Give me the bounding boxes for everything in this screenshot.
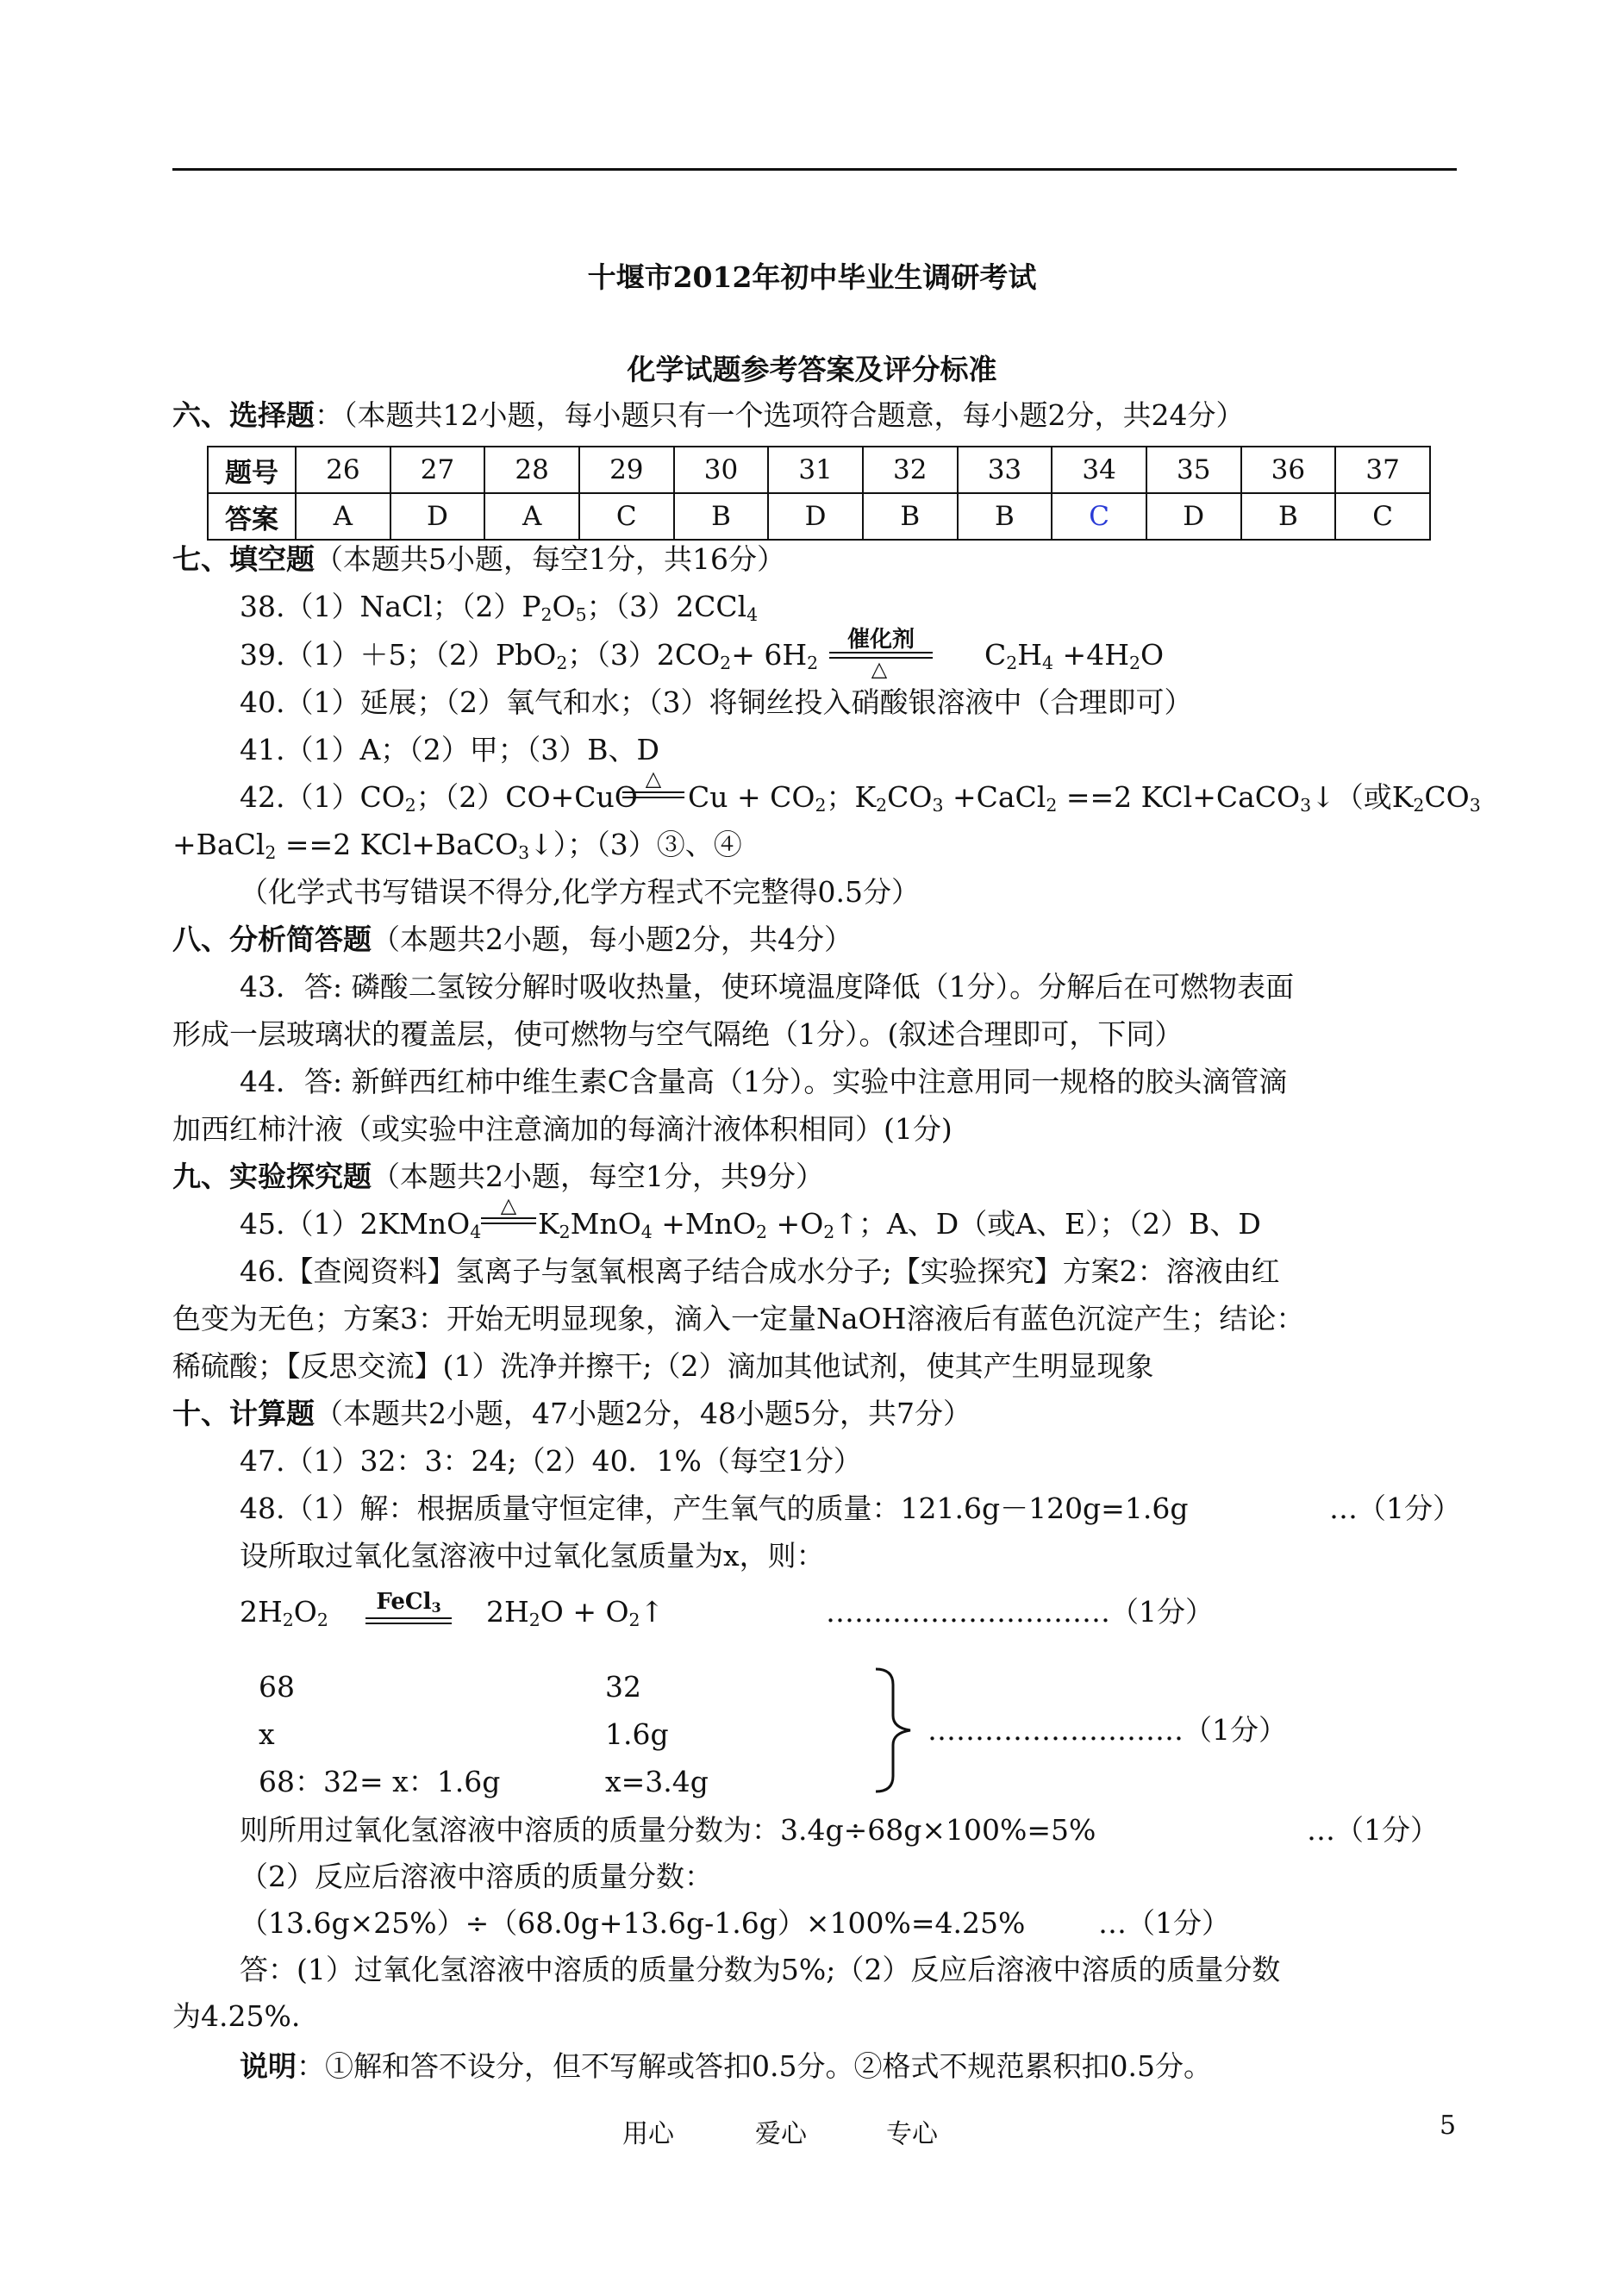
q42-sub: 3 [1469,795,1481,816]
eq-reactant [240,1595,328,1631]
sec10-heading: 十、计算题 [172,1397,315,1430]
q45-cont [538,1207,1261,1243]
eq-sub: 2 [282,1610,294,1631]
table-cell: 31 [768,447,863,493]
ratio-r3-left: 68：32= x：1.6g [259,1765,501,1798]
sec10-note: （本题共2小题，47小题2分，48小题5分，共7分） [315,1397,971,1430]
q39-sub: 4 [1042,653,1054,674]
q39-products [984,638,1165,674]
q42-sub: 2 [815,795,827,816]
table-cell: 36 [1241,447,1336,493]
sec8-note: （本题共2小题，每小题2分，共4分） [372,922,853,956]
eq-sub: 2 [628,1610,640,1631]
q45-heat-condition: △ [500,1193,517,1217]
q45-text: MnO [570,1207,641,1241]
q42-text: Cu + CO [688,780,815,814]
q42-sub: 2 [265,842,277,864]
q48-line3: 则所用过氧化氢溶液中溶质的质量分数为：3.4g÷68g×100%=5% [240,1813,1096,1847]
q42-sub: 3 [518,842,530,864]
doc-subtitle: 化学试题参考答案及评分标准 [627,353,997,386]
table-cell: 35 [1146,447,1241,493]
answer-line2: 为4.25%. [172,1999,301,2033]
q39-heat-condition: △ [871,657,888,681]
table-cell: C [579,493,674,540]
q39-catalyst-label: 催化剂 [846,627,915,653]
q39-text: + 6H [731,638,808,672]
q38-sub: 5 [575,604,587,626]
q48-line5-score: …（1分） [1098,1906,1230,1940]
q42-sub: 2 [876,795,888,816]
q42-sub: 2 [404,795,416,816]
q43-line2: 形成一层玻璃状的覆盖层，使可燃物与空气隔绝（1分）。(叙述合理即可，下同） [172,1017,1184,1051]
q39-sub: 2 [720,653,732,674]
answer-line1: 答：(1）过氧化氢溶液中溶质的质量分数为5%;（2）反应后溶液中溶质的质量分数 [240,1953,1281,1986]
q45-sub: 2 [559,1222,571,1243]
sec6-heading: 六、选择题 [172,398,315,432]
footer-word-3: 专心 [886,2119,938,2149]
ratio-r1-left: 68 [259,1670,295,1704]
right-brace-icon [871,1666,917,1795]
q42-sub: 2 [1413,795,1425,816]
eq-sub: 2 [528,1610,540,1631]
q42-sub: 3 [932,795,944,816]
table-cell-highlighted: C [1052,493,1146,540]
q42-sub: 3 [1300,795,1312,816]
doc-title: 十堰市2012年初中毕业生调研考试 [587,260,1037,294]
q39-text: ；（3）2CO [567,638,721,672]
eq-score: …………………………（1分） [826,1595,1214,1629]
q45-sub: 4 [640,1222,653,1243]
q45-sub: 4 [470,1222,482,1243]
q42-text: +CaCl [943,780,1046,814]
q46-line1: 46.【查阅资料】氢离子与氢氧根离子结合成水分子;【实验探究】方案2：溶液由红 [240,1254,1280,1288]
answer-table-row-answers [208,493,1430,540]
eq-products [486,1595,665,1631]
sec6-line [172,398,1245,432]
q38-text: ；（3）2CCl [586,590,747,623]
q39-sub: 2 [1006,653,1018,674]
ratio-r3-right: x=3.4g [605,1765,709,1798]
sec8-heading: 八、分析简答题 [172,922,372,956]
q45-sub: 2 [823,1222,835,1243]
q42-text: ↓（或K [1311,780,1414,814]
q48-line1-score: …（1分） [1329,1491,1461,1525]
table-header-answer: 答案 [208,493,296,540]
q48-line5: （13.6g×25%）÷（68.0g+13.6g-1.6g）×100%=4.25% [240,1906,1026,1940]
q44-line1: 44．答: 新鲜西红柿中维生素C含量高（1分）。实验中注意用同一规格的胶头滴管滴 [240,1065,1288,1098]
eq-bar-bottom [365,1623,452,1624]
table-cell: 29 [579,447,674,493]
ratio-r2-left: x [259,1717,275,1751]
table-cell: D [1146,493,1241,540]
q42-line1 [240,780,638,816]
table-cell: 33 [958,447,1052,493]
footer-word-1: 用心 [622,2119,674,2149]
q42-text: ==2 KCl+BaCO [276,828,519,861]
table-cell: B [1241,493,1336,540]
table-cell: 32 [863,447,958,493]
explanation-line [240,2049,1212,2083]
sec7-line [172,542,785,576]
eq-catalyst-label [365,1589,452,1615]
sec7-note: （本题共5小题，每空1分，共16分） [315,542,785,576]
q42-line1-cont [688,780,1481,816]
q45 [240,1207,482,1243]
q38-sub: 4 [746,604,759,626]
q39-sub: 2 [556,653,568,674]
brace-score: ………………………（1分） [928,1713,1287,1747]
explanation-text: ：①解和答不设分，但不写解或答扣0.5分。②格式不规范累积扣0.5分。 [297,2049,1212,2083]
eq-text: O + O [540,1595,629,1629]
q42-text: ；（2）CO+CuO [415,780,638,814]
eq-catalyst-sub: 3 [431,1599,441,1617]
q43-line1: 43．答: 磷酸二氢铵分解时吸收热量，使环境温度降低（1分）。分解后在可燃物表面 [240,970,1295,1004]
sec9-heading: 九、实验探究题 [172,1160,372,1193]
q39-text: 39.（1）＋5；（2）PbO [240,638,557,672]
sec6-note: ：（本题共12小题，每小题只有一个选项符合题意，每小题2分，共24分） [315,398,1245,432]
q42-eq-bar-bottom [622,797,684,798]
q39-text: H [1017,638,1043,672]
q42-text: CO [887,780,933,814]
q48-line2: 设所取过氧化氢溶液中过氧化氢质量为x，则： [240,1539,825,1573]
q39-sub: 2 [1128,653,1140,674]
q42-text: CO [1424,780,1470,814]
eq-text: 2H [240,1595,283,1629]
table-cell: B [674,493,769,540]
eq-bar-top [365,1617,452,1619]
sec7-heading: 七、填空题 [172,542,315,576]
q38-text: 38.（1）NaCl；（2）P [240,590,541,623]
sec8-line [172,922,853,956]
q42-heat-condition: △ [645,766,662,791]
answer-table-row-numbers [208,447,1430,493]
sec10-line [172,1399,971,1428]
table-cell: D [768,493,863,540]
q39-arrow-bar-top [829,652,933,653]
q39-text: C [984,638,1007,672]
sec9-note: （本题共2小题，每空1分，共9分） [372,1160,824,1193]
table-cell: B [958,493,1052,540]
q42-text: 42.（1）CO [240,780,405,814]
table-cell: B [863,493,958,540]
q42-sub: 2 [1046,795,1058,816]
q45-eq-bar-top [481,1217,536,1219]
page-number: 5 [1440,2111,1457,2141]
q45-text: K [538,1207,559,1241]
table-cell: 28 [484,447,579,493]
table-cell: 37 [1335,447,1430,493]
q39-text: O [1140,638,1165,672]
q42-line2 [172,828,742,864]
q46-line3: 稀硫酸；【反思交流】(1）洗净并擦干;（2）滴加其他试剂，使其产生明显现象 [172,1349,1154,1383]
explanation-label: 说明 [240,2049,297,2083]
table-cell: 30 [674,447,769,493]
eq-catalyst: FeCl [376,1589,432,1615]
q45-text: 45.（1）2KMnO [240,1207,471,1241]
q42-text: ；K [826,780,877,814]
q45-sub: 2 [756,1222,768,1243]
eq-sub: 2 [316,1610,328,1631]
q38 [240,590,759,626]
eq-text: O [293,1595,317,1629]
eq-text: ↑ [640,1595,665,1629]
top-rule [172,168,1457,171]
table-cell: C [1335,493,1430,540]
table-header-number: 题号 [208,447,296,493]
q42-text: ==2 KCl+CaCO [1057,780,1301,814]
ratio-r1-right: 32 [605,1670,641,1704]
q44-line2: 加西红柿汁液（或实验中注意滴加的每滴汁液体积相同）(1分) [172,1112,953,1146]
answer-table [207,446,1431,541]
q41: 41.（1）A；（2）甲；（3）B、D [240,733,660,766]
sec9-line [172,1162,824,1191]
q48-line4: （2）反应后溶液中溶质的质量分数： [240,1860,713,1893]
q42-eq-bar-top [622,791,684,793]
q48-line3-score: …（1分） [1307,1813,1439,1847]
table-cell: 26 [296,447,390,493]
q48-line1: 48.（1）解：根据质量守恒定律，产生氧气的质量：121.6g－120g=1.6g [240,1491,1189,1525]
q42-text: ↓）；（3）③、④ [529,828,742,861]
table-cell: 27 [390,447,485,493]
q40: 40.（1）延展；（2）氧气和水；（3）将铜丝投入硝酸银溶液中（合理即可） [240,685,1193,719]
table-cell: A [484,493,579,540]
table-cell: 34 [1052,447,1146,493]
q42-text: +BaCl [172,828,265,861]
footer-word-2: 爱心 [755,2119,807,2149]
eq-text: 2H [486,1595,529,1629]
table-cell: D [390,493,485,540]
q38-sub: 2 [540,604,553,626]
q45-eq-bar-bottom [481,1223,536,1224]
q39-text: +4H [1053,638,1129,672]
q45-text: ↑；A、D（或A、E）；（2）B、D [834,1207,1261,1241]
table-cell: A [296,493,390,540]
q38-text: O [552,590,576,623]
ratio-r2-right: 1.6g [605,1717,669,1751]
q45-text: +O [767,1207,824,1241]
q39-sub: 2 [807,653,819,674]
sec7-note2: （化学式书写错误不得分,化学方程式不完整得0.5分） [240,875,920,909]
q45-text: +MnO [652,1207,757,1241]
q39 [240,638,819,674]
q47: 47.（1）32：3：24;（2）40．1%（每空1分） [240,1444,862,1478]
q46-line2: 色变为无色；方案3：开始无明显现象，滴入一定量NaOH溶液后有蓝色沉淀产生；结论： [172,1302,1305,1335]
